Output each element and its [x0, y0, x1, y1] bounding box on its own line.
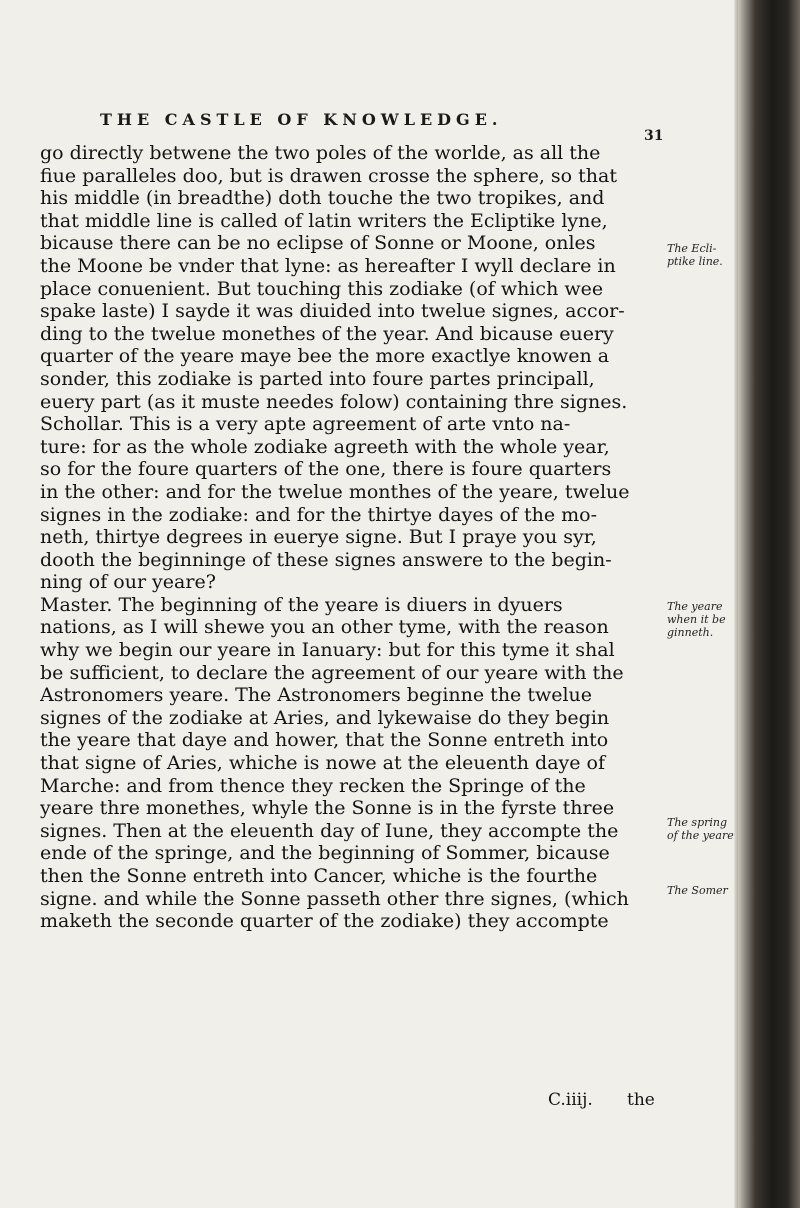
catchword: the — [627, 1090, 655, 1110]
text-line: why we begin our yeare in Ianuary: but for this tyme it shal — [40, 639, 615, 662]
text-line: Astronomers yeare. The Astronomers beginne the twelue — [40, 684, 593, 707]
text-line: that signe of Aries, whiche is nowe at the eleuenth daye of — [40, 752, 606, 775]
signature-mark: C.iiij. — [548, 1090, 593, 1110]
text-line: ture: for as the whole zodiake agreeth with the whole year, — [40, 435, 610, 458]
text-line: spake laste) I sayde it was diuided into twelue signes, accor- — [40, 300, 625, 323]
body-text — [40, 142, 650, 933]
text-line: neth, thirtye degrees in euerye signe. But I praye you syr, — [40, 526, 597, 549]
folio-number: 31 — [644, 128, 664, 144]
book-binding — [738, 0, 800, 1208]
text-line: sonder, this zodiake is parted into foure partes principall, — [40, 367, 595, 390]
text-line: his middle (in breadthe) doth touche the two tropikes, and — [40, 187, 605, 210]
text-line: be sufficient, to declare the agreement of our yeare with the — [40, 661, 624, 684]
text-line: in the other: and for the twelue monthes of the yeare, twelue — [40, 480, 630, 503]
text-line: yeare thre monethes, whyle the Sonne is in the fyrste three — [40, 797, 615, 820]
margin-note-somer: The Somer — [667, 884, 728, 897]
margin-note-ecliptike: The Ecli-ptike line. — [667, 242, 723, 268]
text-line: ende of the springe, and the beginning of Sommer, bicause — [40, 842, 610, 865]
text-line: ning of our yeare? — [40, 571, 216, 594]
text-line: Schollar. This is a very apte agreement of arte vnto na- — [40, 413, 571, 436]
text-line: fiue paralleles doo, but is drawen crosse the sphere, so that — [40, 164, 617, 187]
text-line: maketh the seconde quarter of the zodiake) they accompte — [40, 910, 609, 933]
text-line: signes of the zodiake at Aries, and lykewaise do they begin — [40, 706, 610, 729]
text-line: quarter of the yeare maye bee the more exactlye knowen a — [40, 345, 610, 368]
text-line: the yeare that daye and hower, that the Sonne entreth into — [40, 729, 609, 752]
margin-note-yeare: The yeare when it be ginneth. — [667, 600, 726, 639]
text-line: bicause there can be no eclipse of Sonne or Moone, onles — [40, 232, 596, 255]
text-line: the Moone be vnder that lyne: as hereafter I wyll declare in — [40, 254, 616, 277]
text-line: that middle line is called of latin writers the Ecliptike lyne, — [40, 209, 608, 232]
text-line: Marche: and from thence they recken the Springe of the — [40, 774, 586, 797]
text-line: so for the foure quarters of the one, there is foure quarters — [40, 458, 612, 481]
text-line: then the Sonne entreth into Cancer, whiche is the fourthe — [40, 865, 598, 887]
text-line: ding to the twelue monethes of the year. And bicause euery — [40, 322, 614, 345]
text-line: nations, as I will shewe you an other tyme, with the reason — [40, 616, 609, 639]
text-line: euery part (as it muste needes folow) containing thre signes. — [40, 390, 628, 413]
text-line: dooth the beginninge of these signes answere to the begin- — [40, 548, 612, 571]
text-line: place conuenient. But touching this zodiake (of which wee — [40, 277, 604, 300]
text-line: signes in the zodiake: and for the thirtye dayes of the mo- — [40, 503, 597, 526]
text-line: go directly betwene the two poles of the worlde, as all the — [40, 142, 601, 164]
text-line: signe. and while the Sonne passeth other thre signes, (which — [40, 887, 629, 910]
text-line: Master. The beginning of the yeare is diuers in dyuers — [40, 593, 563, 616]
text-line: signes. Then at the eleuenth day of Iune, they accompte the — [40, 819, 619, 842]
running-title: THE CASTLE OF KNOWLEDGE. — [100, 110, 503, 129]
margin-note-spring: The spring of the yeare — [667, 816, 734, 842]
